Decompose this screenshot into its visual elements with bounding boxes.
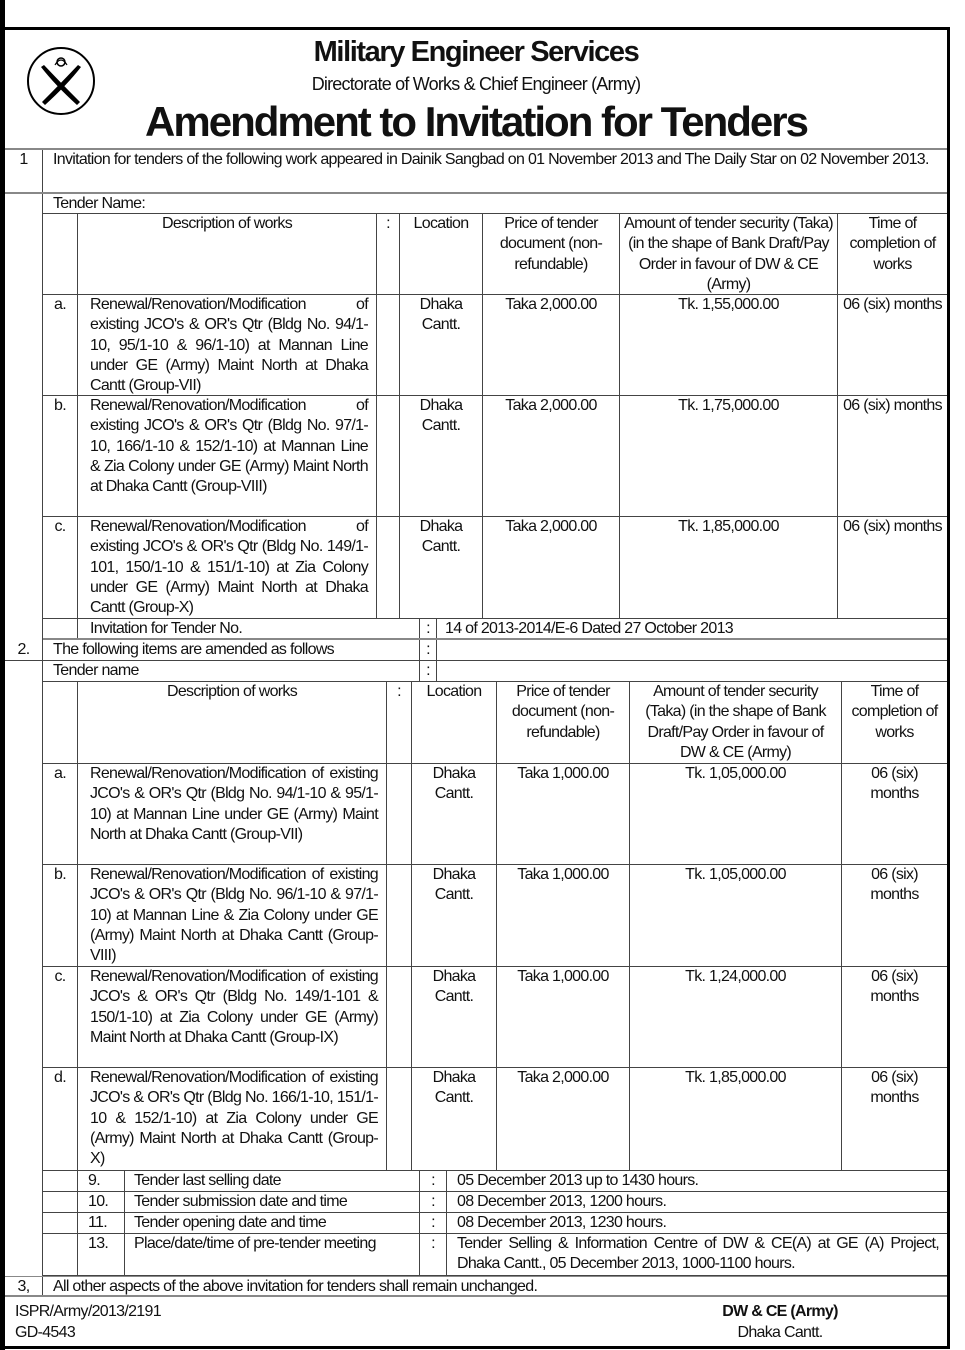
section-2-table	[5, 661, 947, 1276]
section-3-text: All other aspects of the above invitation for tenders shall remain unchanged.	[53, 1278, 538, 1295]
completion-time: 06 (six) months	[870, 1069, 919, 1107]
colon: :	[377, 214, 400, 294]
section-1-table	[5, 194, 947, 640]
work-description: Renewal/Renovation/Modification of existing JCO's & OR's Qtr (Bldg No. 94/1-10 & 95/1-10) at Mannan Line under GE (Army) Maint North at Dhaka Cantt (Group-VII)	[78, 764, 387, 864]
security-amount: Tk. 1,05,000.00	[630, 764, 842, 864]
work-description: Renewal/Renovation/Modification of existing JCO's & OR's Qtr (Bldg No. 96/1-10 & 97/1-10) at Mannan Line & Zia Colony under GE (Army) Maint North at Dhaka Cantt (Group-VIII)	[78, 865, 387, 966]
col-description: Description of works	[78, 682, 387, 763]
item-letter: a.	[43, 764, 78, 864]
col-location: Location	[412, 682, 497, 763]
item-number: 13.	[78, 1234, 125, 1275]
location: Dhaka Cantt.	[400, 295, 483, 395]
blank-cell	[43, 1234, 78, 1275]
tender-notice	[3, 27, 950, 1349]
tender-price: Taka 1,000.00	[497, 865, 630, 966]
work-description: Renewal/Renovation/Modification of existing JCO's & OR's Qtr (Bldg No. 94/1-10, 95/1-10 & 96/1-10) at Mannan Line under GE (Army) Maint North at Dhaka Cantt (Group-VII)	[78, 295, 377, 395]
security-amount: Tk. 1,05,000.00	[630, 865, 842, 966]
colon-cell	[377, 517, 400, 618]
table-header	[43, 682, 947, 764]
notice-title: Amendment to Invitation for Tenders	[145, 98, 807, 145]
section-3	[5, 1276, 947, 1297]
signatory-location: Dhaka Cantt.	[737, 1324, 823, 1341]
item-label: Tender last selling date	[125, 1171, 420, 1191]
tender-price: Taka 2,000.00	[497, 1068, 630, 1170]
colon: :	[420, 1234, 447, 1275]
colon-cell	[377, 295, 400, 395]
security-amount: Tk. 1,24,000.00	[630, 967, 842, 1067]
table-row	[43, 396, 947, 517]
org-name: Military Engineer Services	[313, 36, 639, 68]
blank-number-cell	[5, 194, 43, 640]
schedule-row	[43, 1192, 947, 1213]
schedule-row	[43, 1171, 947, 1192]
item-value: 05 December 2013 up to 1430 hours.	[457, 1172, 699, 1189]
footer	[5, 1297, 947, 1347]
item-label: Tender submission date and time	[125, 1192, 420, 1212]
colon: :	[420, 1171, 447, 1191]
blank-number-cell	[5, 661, 43, 1276]
col-amount: Amount of tender security (Taka) (in the shape of Bank Draft/Pay Order in favour of DW & CE (Army)	[620, 214, 838, 294]
tender-name-label: Tender name	[43, 661, 420, 681]
work-description: Renewal/Renovation/Modification of existing JCO's & OR's Qtr (Bldg No. 149/1-101 & 150/1-10) at Zia Colony under GE (Army) Maint North at Dhaka Cantt (Group-IX)	[78, 967, 387, 1067]
tender-price: Taka 1,000.00	[497, 764, 630, 864]
colon-cell	[377, 396, 400, 516]
completion-time: 06 (six) months	[843, 518, 942, 535]
colon-cell	[387, 967, 412, 1067]
work-description: Renewal/Renovation/Modification of existing JCO's & OR's Qtr (Bldg No. 166/1-10, 151/1-10 & 152/1-10) at Zia Colony under GE (Army) Maint North at Dhaka Cantt (Group-X)	[78, 1068, 387, 1170]
invitation-number-row	[43, 619, 947, 640]
intro-text: The following items are amended as follows	[43, 640, 420, 660]
work-description: Renewal/Renovation/Modification of existing JCO's & OR's Qtr (Bldg No. 97/1-10, 166/1-10 & 152/1-10) at Mannan Line & Zia Colony under GE (Army) Maint North at Dhaka Cantt (Group-VIII)	[78, 396, 377, 516]
tender-price: Taka 1,000.00	[497, 967, 630, 1067]
section-2-intro	[5, 640, 947, 661]
table-header	[43, 214, 947, 295]
col-price: Price of tender document (non-refundable)	[497, 682, 630, 763]
location: Dhaka Cantt.	[412, 865, 497, 966]
tender-price: Taka 2,000.00	[483, 295, 620, 395]
completion-time: 06 (six) months	[843, 397, 942, 414]
section-1-intro	[5, 150, 947, 194]
item-value: 08 December 2013, 1200 hours.	[457, 1193, 667, 1210]
completion-time: 06 (six) months	[870, 765, 919, 803]
item-value: 08 December 2013, 1230 hours.	[457, 1214, 667, 1231]
invitation-number: 14 of 2013-2014/E-6 Dated 27 October 2013	[445, 620, 733, 637]
section-number: 3,	[5, 1277, 43, 1295]
colon: :	[420, 640, 437, 660]
section-number: 2.	[5, 640, 43, 660]
table-row	[43, 764, 947, 865]
blank-cell	[43, 1213, 78, 1233]
colon-cell	[387, 1068, 412, 1170]
colon: :	[420, 619, 437, 638]
location: Dhaka Cantt.	[412, 764, 497, 864]
directorate-name: Directorate of Works & Chief Engineer (Army)	[311, 74, 641, 94]
item-number: 10.	[78, 1192, 125, 1212]
col-time: Time of completion of works	[851, 683, 938, 741]
notice-header	[5, 30, 947, 150]
location: Dhaka Cantt.	[412, 967, 497, 1067]
intro-text: Invitation for tenders of the following work appeared in Dainik Sangbad on 01 November 2013 and The Daily Star on 02 November 2013.	[53, 151, 929, 168]
item-letter: a.	[43, 295, 78, 395]
completion-time: 06 (six) months	[870, 866, 919, 904]
item-letter: c.	[43, 517, 78, 618]
security-amount: Tk. 1,55,000.00	[620, 295, 838, 395]
location: Dhaka Cantt.	[412, 1068, 497, 1170]
blank-cell	[43, 1192, 78, 1212]
gd-reference: GD-4543	[15, 1324, 76, 1341]
item-letter: b.	[43, 865, 78, 966]
signatory: DW & CE (Army)	[722, 1303, 838, 1320]
completion-time: 06 (six) months	[843, 296, 942, 313]
col-location: Location	[400, 214, 483, 294]
col-amount: Amount of tender security (Taka) (in the shape of Bank Draft/Pay Order in favour of DW & CE (Army)	[630, 682, 842, 763]
schedule-row	[43, 1213, 947, 1234]
colon: :	[420, 1213, 447, 1233]
item-value: Tender Selling & Information Centre of DW & CE(A) at GE (A) Project, Dhaka Cantt., 05 December 2013, 1000-1100 hours.	[457, 1235, 939, 1273]
invitation-label: Invitation for Tender No.	[78, 619, 420, 638]
table-row	[43, 865, 947, 967]
item-letter: c.	[43, 967, 78, 1067]
colon: :	[420, 661, 437, 681]
item-label: Tender opening date and time	[125, 1213, 420, 1233]
tender-price: Taka 2,000.00	[483, 396, 620, 516]
completion-time: 06 (six) months	[870, 968, 919, 1006]
table-row	[43, 967, 947, 1068]
table-row	[43, 295, 947, 396]
tender-name-label: Tender Name:	[53, 195, 146, 212]
item-letter: b.	[43, 396, 78, 516]
col-time: Time of completion of works	[849, 215, 936, 273]
location: Dhaka Cantt.	[400, 517, 483, 618]
security-amount: Tk. 1,85,000.00	[630, 1068, 842, 1170]
colon: :	[420, 1192, 447, 1212]
colon-cell	[387, 764, 412, 864]
item-number: 11.	[78, 1213, 125, 1233]
colon: :	[387, 682, 412, 763]
security-amount: Tk. 1,75,000.00	[620, 396, 838, 516]
ispr-reference: ISPR/Army/2013/2191	[15, 1303, 161, 1320]
item-number: 9.	[78, 1171, 125, 1191]
table-row	[43, 517, 947, 619]
item-label: Place/date/time of pre-tender meeting	[125, 1234, 420, 1275]
col-description: Description of works	[78, 214, 377, 294]
location: Dhaka Cantt.	[400, 396, 483, 516]
security-amount: Tk. 1,85,000.00	[620, 517, 838, 618]
section-number: 1	[5, 150, 43, 192]
tender-price: Taka 2,000.00	[483, 517, 620, 618]
colon-cell	[387, 865, 412, 966]
table-row	[43, 1068, 947, 1171]
col-price: Price of tender document (non-refundable)	[483, 214, 620, 294]
work-description: Renewal/Renovation/Modification of existing JCO's & OR's Qtr (Bldg No. 149/1-101, 150/1-10 & 151/1-10) at Zia Colony under GE (Army) Maint North at Dhaka Cantt (Group-X)	[78, 517, 377, 618]
schedule-row	[43, 1234, 947, 1276]
blank-cell	[43, 1171, 78, 1191]
item-letter: d.	[43, 1068, 78, 1170]
